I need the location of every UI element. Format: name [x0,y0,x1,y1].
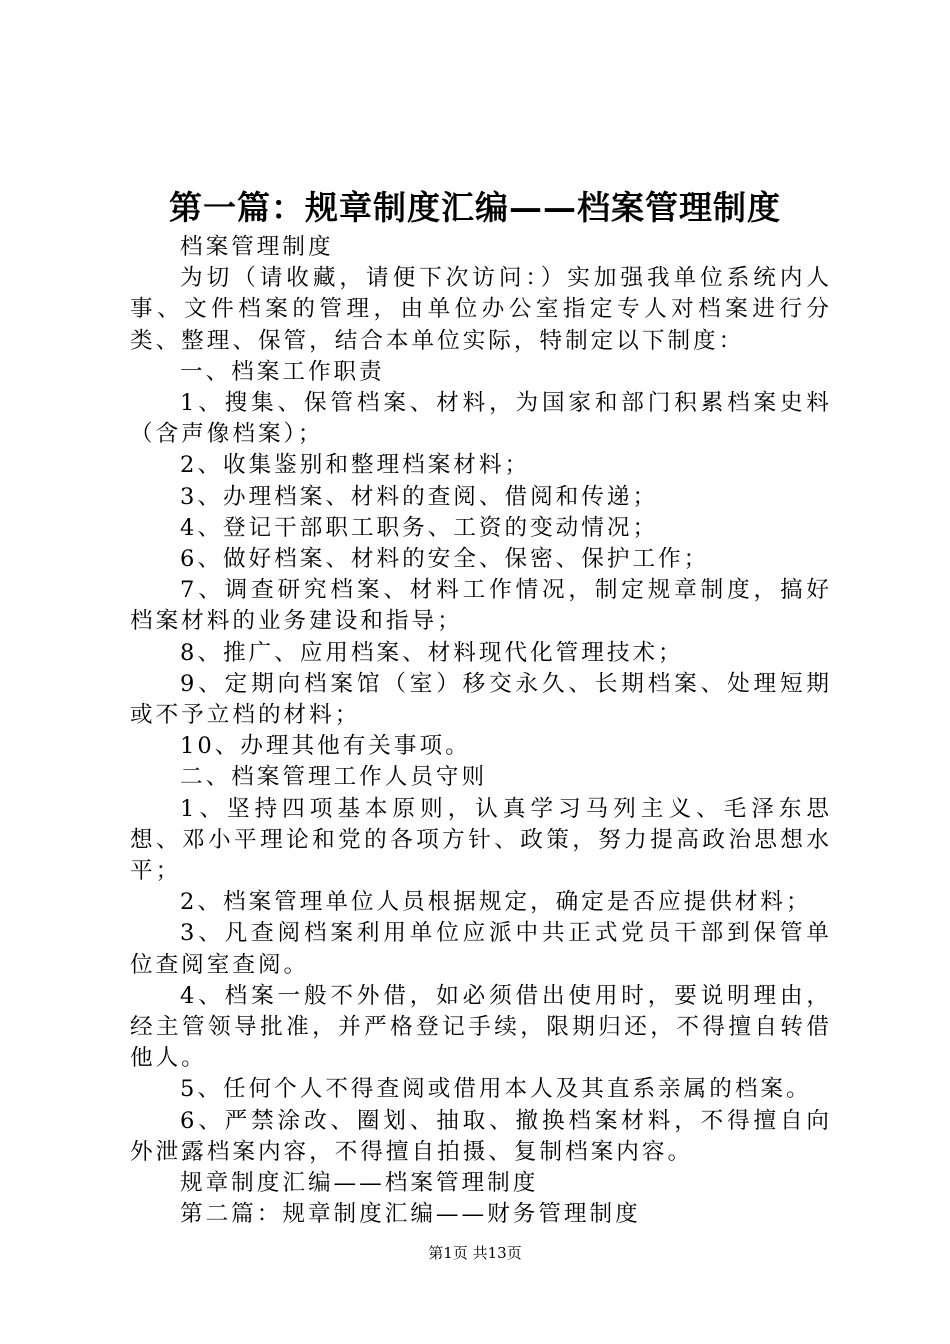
paragraph: 档案管理制度 [180,234,334,260]
list-item: 1、坚持四项基本原则，认真学习马列主义、毛泽东思想、邓小平理论和党的各项方针、政策，努力提高政治思想水平； [130,795,832,885]
list-item: 10、办理其他有关事项。 [180,733,471,760]
list-item: 6、严禁涂改、圈划、抽取、撤换档案材料，不得擅自向外泄露档案内容，不得擅自拍摄、复制档案内容。 [130,1107,832,1165]
list-item: 8、推广、应用档案、材料现代化管理技术； [180,639,684,666]
list-item: 1、搜集、保管档案、材料，为国家和部门积累档案史料（含声像档案）； [130,390,832,448]
document-body [130,232,832,1231]
paragraph: 为切（请收藏，请便下次访问：）实加强我单位系统内人事、文件档案的管理，由单位办公室指定专人对档案进行分类、整理、保管，结合本单位实际，特制定以下制度： [130,265,832,354]
paragraph: 规章制度汇编——档案管理制度 [180,1170,539,1197]
section-heading: 一、档案工作职责 [180,358,385,385]
list-item: 4、登记干部职工职务、工资的变动情况； [180,514,659,541]
list-item: 6、做好档案、材料的安全、保密、保护工作； [180,546,710,573]
list-item: 7、调查研究档案、材料工作情况，制定规章制度，搞好档案材料的业务建设和指导； [130,577,832,635]
list-item: 3、办理档案、材料的查阅、借阅和传递； [180,483,659,510]
list-item: 9、定期向档案馆（室）移交永久、长期档案、处理短期或不予立档的材料； [130,670,832,729]
page-footer: 第1页 共13页 [428,1244,522,1262]
list-item: 3、凡查阅档案利用单位应派中共正式党员干部到保管单位查阅室查阅。 [130,920,832,978]
list-item: 4、档案一般不外借，如必须借出使用时，要说明理由，经主管领导批准，并严格登记手续，限期归还，不得擅自转借他人。 [130,982,832,1072]
paragraph: 第二篇：规章制度汇编——财务管理制度 [180,1201,641,1228]
list-item: 5、任何个人不得查阅或借用本人及其直系亲属的档案。 [180,1076,812,1103]
section-heading: 二、档案管理工作人员守则 [180,764,488,791]
document-title: 第一篇：规章制度汇编——档案管理制度 [169,188,781,227]
list-item: 2、收集鉴别和整理档案材料； [180,452,531,479]
list-item: 2、档案管理单位人员根据规定，确定是否应提供材料； [180,889,812,916]
